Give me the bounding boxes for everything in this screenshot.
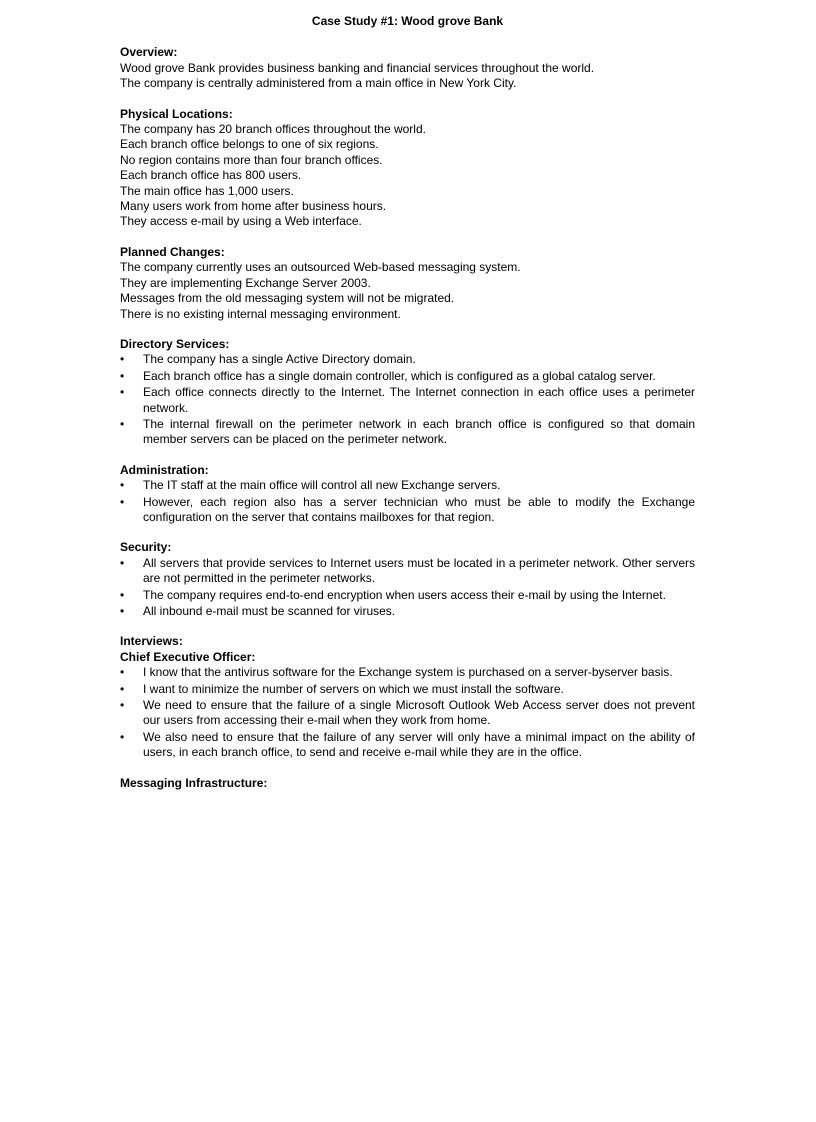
directory-services-heading: Directory Services: xyxy=(120,336,230,351)
planned-changes-line: They are implementing Exchange Server 2003. xyxy=(120,275,371,290)
physical-locations-line: Each branch office has 800 users. xyxy=(120,168,302,183)
physical-locations-line: Each branch office belongs to one of six regions. xyxy=(120,137,379,152)
list-item xyxy=(120,556,695,587)
list-item-text: Each branch office has a single domain controller, which is configured as a global catalog server. xyxy=(143,368,656,383)
list-item xyxy=(120,682,695,697)
list-item-text: All servers that provide services to Internet users must be located in a perimeter network. Other servers are not permitted in the perimeter networks. xyxy=(143,555,695,586)
list-item xyxy=(120,665,695,680)
physical-locations-heading: Physical Locations: xyxy=(120,106,233,121)
list-item xyxy=(120,698,695,729)
security-section xyxy=(120,540,695,619)
list-item xyxy=(120,495,695,526)
physical-locations-line: The main office has 1,000 users. xyxy=(120,183,294,198)
overview-line: Wood grove Bank provides business banking and financial services throughout the world. xyxy=(120,60,595,75)
list-item-text: The IT staff at the main office will control all new Exchange servers. xyxy=(143,478,501,493)
administration-list xyxy=(120,478,695,525)
list-item xyxy=(120,417,695,448)
physical-locations-line: They access e-mail by using a Web interface. xyxy=(120,214,362,229)
overview-heading: Overview: xyxy=(120,45,178,60)
physical-locations-line: No region contains more than four branch offices. xyxy=(120,152,383,167)
administration-heading: Administration: xyxy=(120,462,209,477)
planned-changes-line: Messages from the old messaging system will not be migrated. xyxy=(120,291,455,306)
physical-locations-line: The company has 20 branch offices throughout the world. xyxy=(120,122,426,137)
bullet-icon: • xyxy=(120,385,125,400)
ceo-subheading: Chief Executive Officer: xyxy=(120,649,256,664)
planned-changes-heading: Planned Changes: xyxy=(120,244,225,259)
list-item xyxy=(120,604,695,619)
bullet-icon: • xyxy=(120,494,125,509)
list-item xyxy=(120,478,695,493)
directory-services-section xyxy=(120,337,695,448)
interviews-list xyxy=(120,665,695,760)
bullet-icon: • xyxy=(120,698,125,713)
planned-changes-section xyxy=(120,245,695,322)
list-item-text: However, each region also has a server technician who must be able to modify the Exchange configuration on the server that contains mailboxes for that region. xyxy=(143,494,695,524)
list-item xyxy=(120,588,695,603)
list-item xyxy=(120,730,695,761)
list-item-text: Each office connects directly to the Internet. The Internet connection in each office uses a perimeter network. xyxy=(143,385,695,415)
list-item xyxy=(120,385,695,416)
security-heading: Security: xyxy=(120,540,172,555)
overview-line: The company is centrally administered from a main office in New York City. xyxy=(120,76,517,91)
list-item xyxy=(120,352,695,367)
list-item-text: I know that the antivirus software for the Exchange system is purchased on a server-byserver basis. xyxy=(143,665,673,680)
bullet-icon: • xyxy=(120,555,125,570)
list-item-text: The company has a single Active Directory domain. xyxy=(143,352,416,367)
physical-locations-line: Many users work from home after business hours. xyxy=(120,199,387,214)
list-item-text: The internal firewall on the perimeter network in each branch office is configured so that domain member servers can be placed on the perimeter network. xyxy=(143,416,695,447)
messaging-infrastructure-section xyxy=(120,776,695,791)
list-item-text: The company requires end-to-end encryption when users access their e-mail by using the Internet. xyxy=(143,587,666,602)
document-title: Case Study #1: Wood grove Bank xyxy=(311,14,504,28)
bullet-icon: • xyxy=(120,587,125,602)
bullet-icon: • xyxy=(120,352,125,367)
overview-section xyxy=(120,45,695,91)
list-item-text: We also need to ensure that the failure of any server will only have a minimal impact on the ability of users, in each branch office, to send and receive e-mail while they are in the office. xyxy=(143,729,695,760)
messaging-infrastructure-heading: Messaging Infrastructure: xyxy=(120,775,268,790)
interviews-heading: Interviews: xyxy=(120,634,183,649)
list-item-text: We need to ensure that the failure of a single Microsoft Outlook Web Access server does not prevent our users from accessing their e-mail when they work from home. xyxy=(143,698,695,728)
document-page xyxy=(120,14,695,806)
directory-services-list xyxy=(120,352,695,447)
bullet-icon: • xyxy=(120,665,125,680)
bullet-icon: • xyxy=(120,604,125,618)
bullet-icon: • xyxy=(120,416,125,431)
bullet-icon: • xyxy=(120,368,125,383)
bullet-icon: • xyxy=(120,729,125,744)
list-item-text: I want to minimize the number of servers on which we must install the software. xyxy=(143,681,564,696)
planned-changes-line: There is no existing internal messaging environment. xyxy=(120,306,401,321)
planned-changes-line: The company currently uses an outsourced Web-based messaging system. xyxy=(120,260,521,275)
interviews-section xyxy=(120,634,695,760)
bullet-icon: • xyxy=(120,478,125,493)
administration-section xyxy=(120,463,695,526)
security-list xyxy=(120,556,695,620)
list-item xyxy=(120,369,695,384)
list-item-text: All inbound e-mail must be scanned for viruses. xyxy=(143,604,396,618)
bullet-icon: • xyxy=(120,681,125,696)
physical-locations-section xyxy=(120,107,695,230)
